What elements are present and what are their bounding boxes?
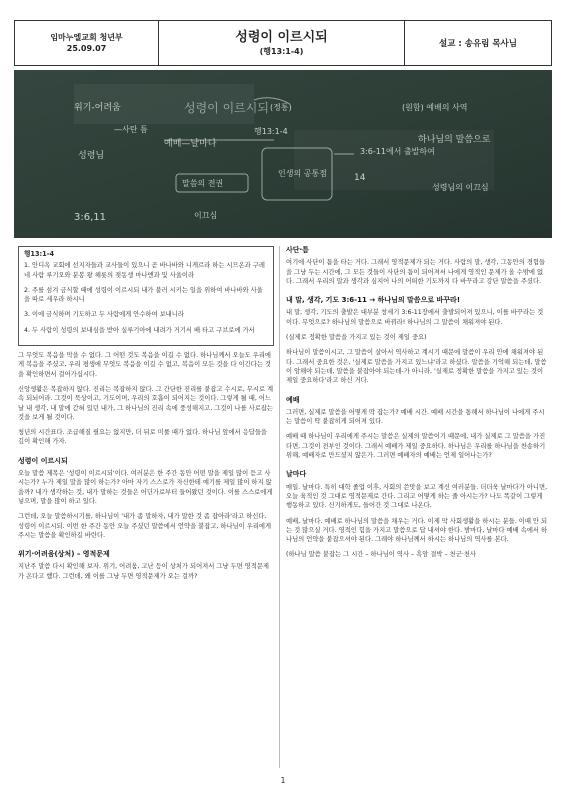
section-paragraph: 예배, 날마다. 예배로 하나님의 말씀을 채우는 거다. 이제 막 사회생활을 하시는 분들. 이때 안 되는 것 많으실 거다. 영적인 힘을 가지고 말씀으로 답 내셔야 한다. 밤마다, 날마다 예배 속에서 하나님의 언약을 붙잡으셔야 된다. 그래야 하나님께서 하시는 하나님의 역사를 본다.	[286, 517, 548, 544]
board-text-6: 행13:1-4	[254, 127, 288, 136]
board-text-13: 14	[354, 173, 366, 183]
intro-paragraph: 청년의 시간표다. 조급해질 필요는 없지만, 더 뒤로 미룰 때가 없다. 하나님 앞에서 응답들을 깊이 확인해 가자.	[18, 429, 268, 446]
section-paragraph: (실제로 정확한 말씀을 가지고 있는 것이 제일 중요)	[286, 334, 427, 342]
board-text-2: 성령님	[78, 151, 105, 161]
board-text-3: —사탄 틈	[114, 125, 148, 134]
board-text-10: (원함) 예배의 사역	[402, 103, 468, 112]
section-paragraph: 하나님이 말씀이시고, 그 말씀이 살아서 역사하고 계시기 때문에 말씀이 우리 안에 채워져야 된다. 그래서 중요한 것은, '실제로 말씀을 가지고 있느냐'라고 하셨다. 말씀을 기억해 되는데, 말씀이 암해야 되는데, 말씀을 붙잡아야 되는데-가 아니라, '실제로 정확한 말씀을 가지고 있는 것이 제일 중요하다'라고 하신 거다.	[286, 349, 547, 385]
scripture-verse: 1. 안디옥 교회에 선지자들과 교사들이 있으니 곧 바나바와 니게르라 하는 시므온과 구레네 사람 루기오와 분봉 왕 헤롯의 젖동생 마나엔과 및 사울이라	[24, 262, 265, 279]
church-name: 임마누엘교회 청년부	[50, 33, 123, 42]
section-paragraph: 그러면, 실제로 말씀을 어떻게 딱 잡는가? 예배 시간. 예배 시간을 통해서 하나님이 나에게 주시는 말씀이 딱 붙잡히게 되어져 있다.	[286, 408, 545, 426]
section-paragraph: 내 말, 생각, 기도의 출발은 대부분 창세기 3:6-11장에서 출발되어져 있으니, 이를 바꾸라는 것이다. 무엇으로? 하나님의 말씀으로 바꿔라! 하나님의 그 말씀이 채워져야 된다.	[286, 309, 544, 326]
section-paragraph: 여기에 사단이 틈을 타는 거다. 그래서 영적문제가 되는 거다. 사람의 말, 생각, 그동안의 경험들을 그냥 두는 시간에, 그 모든 것들이 사단의 틈이 되어져서 나에게 영적인 문제가 올 수밖에 없다. 그래서 우리의 말과 생각과 심지어 나의 어떠한 기도까지 다 바꾸라고 강단 말씀을 주셨다.	[286, 259, 546, 285]
section-heading: 사단·틈	[286, 246, 309, 254]
header-title-block	[159, 21, 405, 65]
section-paragraph: (하나님 말씀 붙잡는 그 시간 – 하나님이 역사 – 흑암 결박 – 천군·천사	[286, 551, 476, 559]
preacher-name: 설교 : 송유림 목사님	[439, 39, 517, 49]
board-text-12: 하나님의 말씀으로	[418, 135, 491, 145]
board-text-11: (정통)	[270, 103, 292, 112]
scripture-verse: 4. 두 사람이 성령의 보내심을 받아 실루기아에 내려가 거기서 배 타고 구브로에 가서	[24, 326, 255, 334]
section-paragraph: 그런데, 오늘 말씀하시기를, 하나님이 '내가 좀 말하자, 내가 말한 것 좀 잡아라'라고 하신다. 성령이 이르시되. 이번 한 주간 동안 오늘 주셨던 말씀에서 언약을 붙잡고, 하나님이 우리에게 주시는 말씀을 확인하길 바란다.	[18, 513, 272, 539]
board-text-5: 성령이 이르시되	[184, 101, 269, 115]
section-paragraph: 매일. 날마다. 특히 대학 졸업 이후, 사회의 쓴맛을 보고 계신 여러분들. 더더욱 날마다가 아니면, 오늘 육적인 것 그대로 영적문제로 간다. 그리고 어떻게 하는 줄 아시는가? 나도 똑같이 그렇게 행동하고 있다. 신기하게도, 들어간 것 그대로 나온다.	[286, 483, 548, 510]
section-heading: 위기·어려움(상처) – 영적문제	[18, 550, 110, 559]
scripture-verse: 3. 이에 금식하며 기도하고 두 사람에게 안수하여 보내니라	[24, 311, 184, 319]
intro-paragraph: 그 무엇도 복음을 막을 수 없다. 그 어떤 것도 복음을 이길 수 없다. 하나님께서 오늘도 우리에게 복음을 주셨고, 우리 평생에 무엇도 복음을 이길 수 없고, 복음이 모든 것을 다 이긴다는 것을 확인하면서 걸어가십시다.	[18, 352, 272, 378]
board-text-4: 예배—날마다	[164, 139, 217, 149]
left-column	[18, 246, 274, 587]
board-text-8: 말씀의 전권	[182, 179, 224, 188]
right-column	[286, 246, 548, 566]
header-preacher	[405, 21, 551, 65]
sermon-date: 25.09.07	[66, 44, 107, 53]
section-paragraph: 예배 때 하나님이 우리에게 주시는 말씀은 실제의 말씀이기 때문에, 내가 실제로 그 말씀을 가진다면, 그것이 전부인 것이다. 그래서 예배가 제일 중요하다. 하나님은 우리를 하나님을 찬송하기 위해, 예배자로 만드셨지 않은가. 그러면 예배자의 예배는 언제 일어나는가?	[286, 433, 546, 460]
bulletin-header	[14, 20, 552, 66]
board-text-15: 인생의 공통점	[278, 169, 327, 178]
scripture-box	[18, 246, 274, 346]
board-text-9: 이끄심	[194, 211, 218, 220]
intro-paragraph: 신앙생활은 복잡하지 않다. 진리는 복잡하지 않다. 그 간단한 진리를 붙잡고 수시로, 무시로 계속 되뇌어라. 그것이 묵상이고, 기도이며, 우리의 호흡이 되어지는 것이다. 그렇게 될 때, 어느 날 내 생각, 내 말에 갇혀 있던 내가, 그 하나님의 진리 속에 풍성해지고, 그것이 나를 사로잡는 것을 보게 될 것이다.	[18, 385, 274, 421]
section-heading: 예배	[286, 395, 300, 404]
blackboard-svg	[14, 70, 552, 238]
section-heading: 성령이 이르시되	[18, 456, 68, 465]
board-text-7: 3:6,11	[74, 212, 106, 223]
column-divider	[279, 246, 280, 768]
scripture-verse: 2. 주를 섬겨 금식할 때에 성령이 이르시되 내가 불러 시키는 일을 위하여 바나바와 사울을 따로 세우라 하시니	[24, 286, 263, 304]
header-church-info	[15, 21, 159, 65]
section-heading: 내 말, 생각, 기도 3:6-11 → 하나님의 말씀으로 바꾸라!	[286, 296, 461, 305]
board-text-16: 성령님의 이끄심	[432, 183, 489, 192]
section-paragraph: 지난주 말씀 다시 확인해 보자. 위기, 어려움, 고난 등이 상처가 되어져서 그냥 두면 영적문제가 온다고 했다. 그런데, 왜 이를 그냥 두면 영적문제가 오는 걸까?	[18, 563, 270, 580]
board-text-1: 위기-어려움	[74, 103, 121, 113]
sermon-scripture-ref: (행13:1-4)	[259, 46, 304, 56]
section-paragraph: 오늘 말씀 제목은 '성령이 이르시되'이다. 여러분은 한 주간 동안 어떤 말을 제일 많이 듣고 사시는가? 누가 제일 말을 많이 하는가? 아마 자기 스스로가 자신한테 얘기를 제일 많이 하지 않을까? 내가 생각하는 것, 내가 말하는 것들은 어딘가로부터 들어왔던 것이다. 이를 스스로에게 넣으며, 말을 많이 하고 있다.	[18, 470, 273, 505]
blackboard-photo	[14, 70, 552, 238]
page-number: 1	[280, 776, 286, 785]
section-heading: 날마다	[286, 470, 307, 479]
scripture-heading: 행13:1-4	[24, 250, 55, 258]
board-text-14: 3:6-11에서 출발하여	[360, 147, 435, 156]
sermon-title: 성령이 이르시되	[235, 29, 328, 45]
